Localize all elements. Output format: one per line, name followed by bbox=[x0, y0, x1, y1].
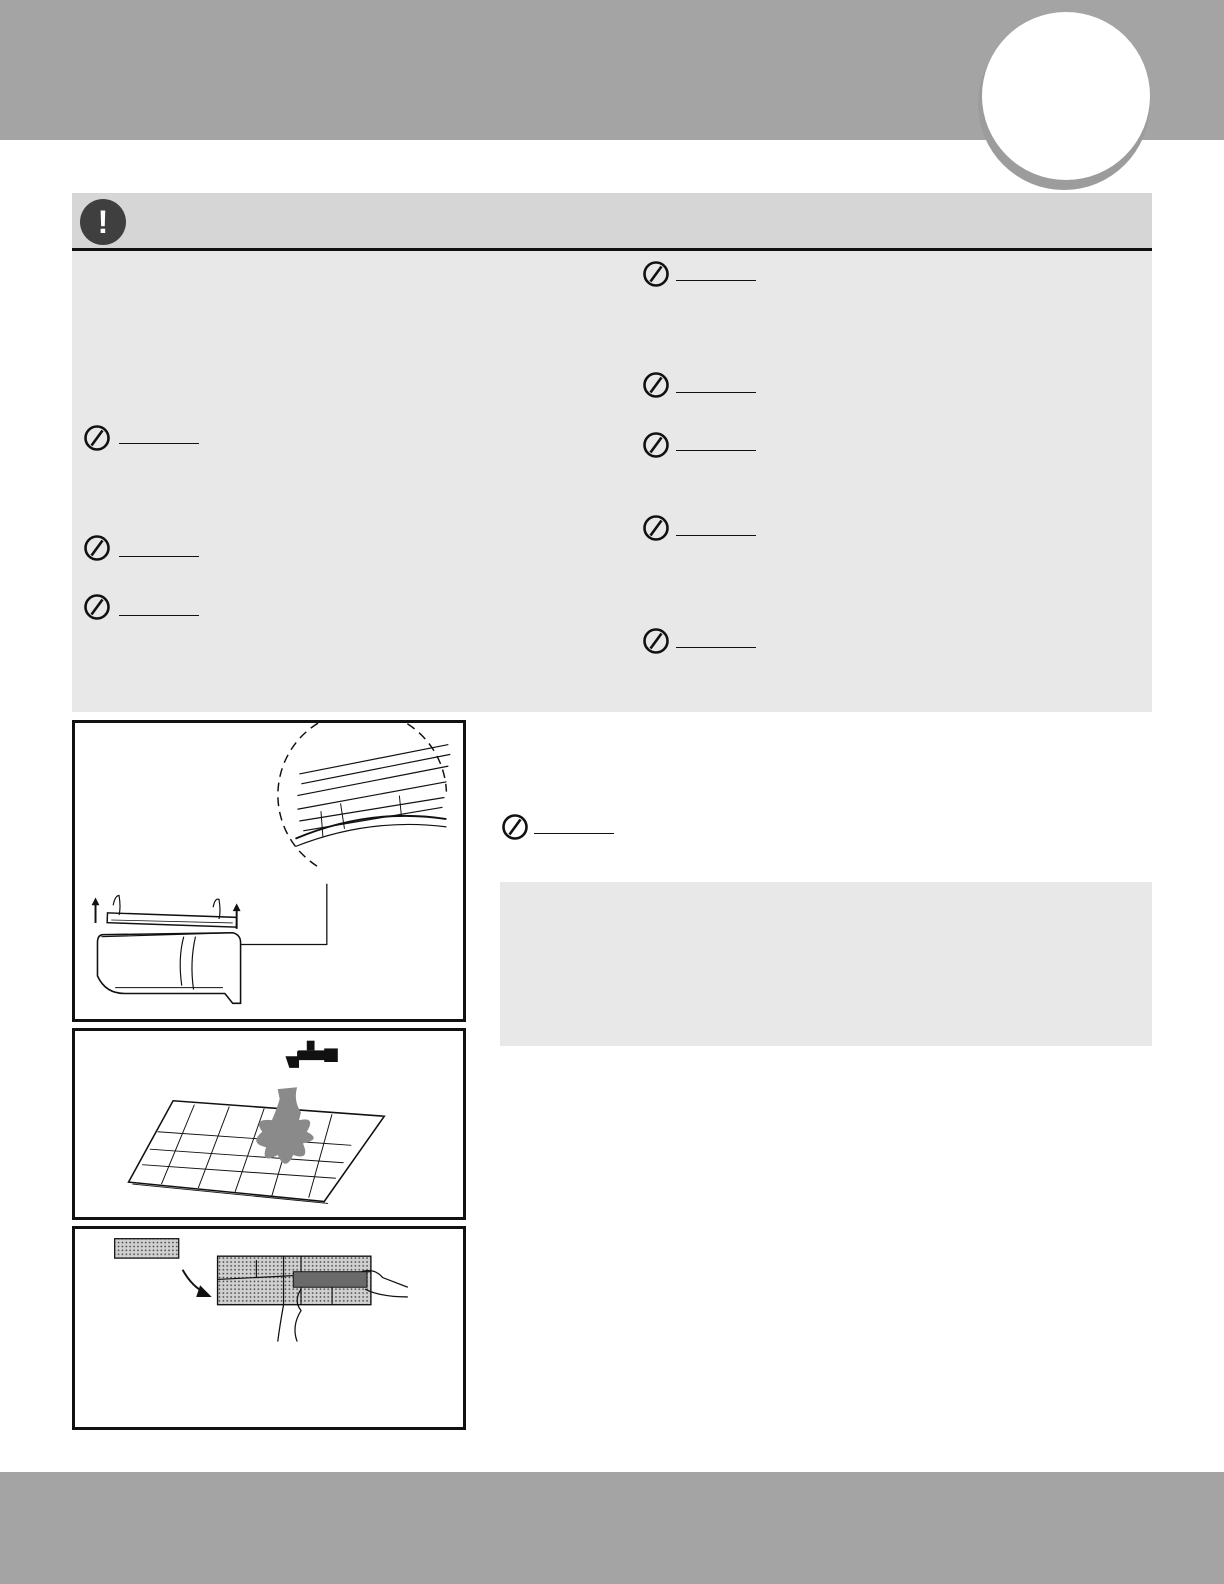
warning-body bbox=[72, 251, 1152, 712]
no-sign-icon bbox=[642, 514, 670, 542]
water-splash bbox=[256, 1087, 313, 1164]
prohibition-underline bbox=[119, 556, 199, 557]
page-number-badge bbox=[982, 12, 1150, 180]
prohibition-underline bbox=[534, 833, 614, 834]
no-sign-icon bbox=[83, 593, 111, 621]
no-sign-icon bbox=[642, 627, 670, 655]
no-sign-icon bbox=[642, 260, 670, 288]
no-sign-icon bbox=[83, 424, 111, 452]
figure-wash-filter bbox=[72, 1028, 466, 1220]
exclamation-circle-icon: ! bbox=[80, 199, 126, 245]
prohibition-underline bbox=[676, 280, 756, 281]
no-sign-icon bbox=[642, 431, 670, 459]
faucet-icon bbox=[285, 1041, 337, 1068]
no-sign-icon bbox=[501, 813, 529, 841]
no-sign-icon bbox=[642, 371, 670, 399]
figure-insert-filter bbox=[72, 1226, 466, 1430]
footer-band bbox=[0, 1472, 1224, 1584]
prohibition-underline bbox=[676, 535, 756, 536]
prohibition-underline bbox=[119, 615, 199, 616]
prohibition-underline bbox=[119, 443, 199, 444]
prohibition-underline bbox=[676, 450, 756, 451]
no-sign-icon bbox=[83, 534, 111, 562]
note-box bbox=[500, 882, 1152, 1046]
prohibition-underline bbox=[676, 392, 756, 393]
magnified-detail bbox=[278, 720, 450, 866]
prohibition-underline bbox=[676, 647, 756, 648]
filter-icon bbox=[115, 1239, 179, 1258]
figure-lift-front-panel bbox=[72, 720, 466, 1022]
indoor-unit-icon bbox=[92, 884, 327, 1004]
warning-header bbox=[72, 193, 1152, 249]
